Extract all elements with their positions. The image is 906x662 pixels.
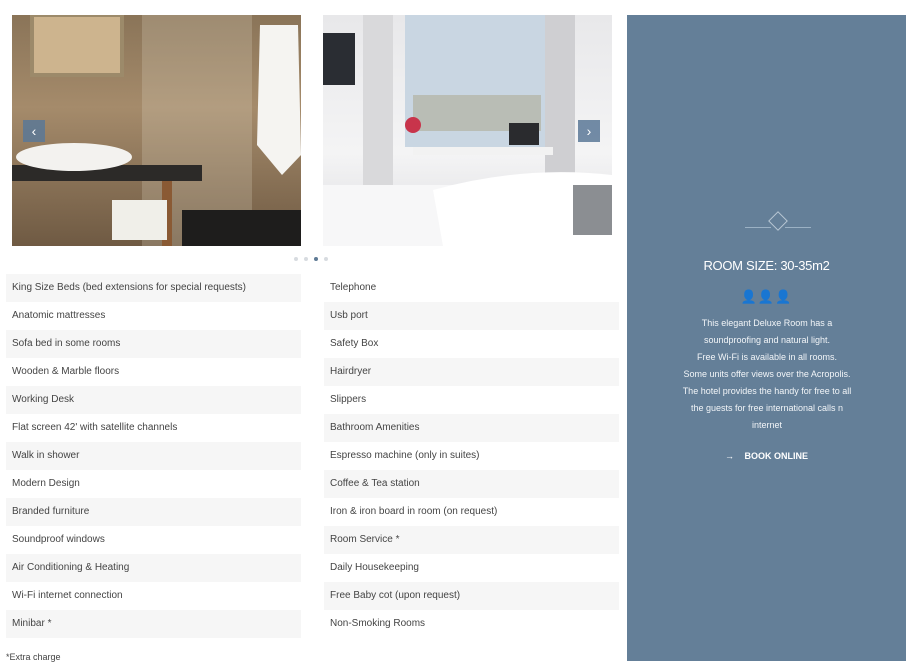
list-item: Daily Housekeeping (330, 562, 419, 573)
bedroom-photo (323, 15, 612, 246)
list-item: Telephone (330, 282, 377, 293)
description-line: internet (751, 420, 783, 430)
list-item: Wi-Fi internet connection (12, 590, 123, 601)
description-line: soundproofing and natural light. (703, 335, 831, 345)
book-online-label: BOOK ONLINE (744, 451, 809, 461)
description-line: the guests for free international calls n (690, 403, 844, 413)
room-description (667, 315, 867, 434)
description-line: The hotel provides the handy for free to all (682, 386, 852, 396)
list-item: Coffee & Tea station (324, 470, 619, 498)
list-item: Free Baby cot (upon request) (324, 582, 619, 610)
chevron-right-icon: › (586, 123, 592, 139)
amenities-list-left (6, 274, 301, 638)
list-item: Hairdryer (324, 358, 619, 386)
room-image-slider (12, 15, 612, 246)
list-item: Soundproof windows (12, 534, 105, 545)
ornament-line (745, 227, 771, 228)
bathroom-photo (12, 15, 301, 246)
slider-dot[interactable] (304, 257, 308, 261)
list-item: Room Service * (324, 526, 619, 554)
list-item: Iron & iron board in room (on request) (330, 506, 498, 517)
list-item: Usb port (324, 302, 619, 330)
list-item: Air Conditioning & Heating (6, 554, 301, 582)
slider-prev-button[interactable] (23, 120, 45, 142)
list-item: Flat screen 42' with satellite channels (12, 422, 178, 433)
description-line: This elegant Deluxe Room has a (701, 318, 833, 328)
list-item: Wooden & Marble floors (12, 366, 120, 377)
description-line: Free Wi-Fi is available in all rooms. (696, 352, 838, 362)
chevron-left-icon: ‹ (31, 123, 37, 139)
bathroom-illustration (12, 15, 301, 246)
ornament-line (785, 227, 811, 228)
bedroom-illustration (323, 15, 612, 246)
list-item: Bathroom Amenities (324, 414, 619, 442)
list-item: Safety Box (330, 338, 379, 349)
list-item: Non-Smoking Rooms (330, 618, 426, 629)
extra-charge-note: *Extra charge (6, 652, 61, 662)
list-item: Branded furniture (6, 498, 301, 526)
list-item: Slippers (330, 394, 367, 405)
description-line: Some units offer views over the Acropolis. (683, 369, 851, 379)
arrow-right-icon: → (724, 451, 734, 461)
slider-dot-active[interactable] (314, 257, 318, 261)
slider-next-button[interactable] (578, 120, 600, 142)
slider-dot[interactable] (294, 257, 298, 261)
slider-dot[interactable] (324, 257, 328, 261)
diamond-ornament-icon (745, 214, 809, 230)
people-icon: 👤👤👤 (740, 289, 793, 304)
list-item: Anatomic mattresses (12, 310, 106, 321)
list-item: Sofa bed in some rooms (6, 330, 301, 358)
list-item: Walk in shower (6, 442, 301, 470)
amenities-list-right (324, 274, 619, 638)
room-info-panel (627, 15, 906, 661)
list-item: Modern Design (12, 478, 80, 489)
list-item: Working Desk (6, 386, 301, 414)
list-item: King Size Beds (bed extensions for special requests) (6, 274, 301, 302)
slider-pagination (294, 257, 328, 261)
list-item: Espresso machine (only in suites) (330, 450, 480, 461)
room-size-heading: ROOM SIZE: 30-35m2 (703, 258, 830, 273)
list-item: Minibar * (6, 610, 301, 638)
book-online-link[interactable] (627, 451, 906, 461)
